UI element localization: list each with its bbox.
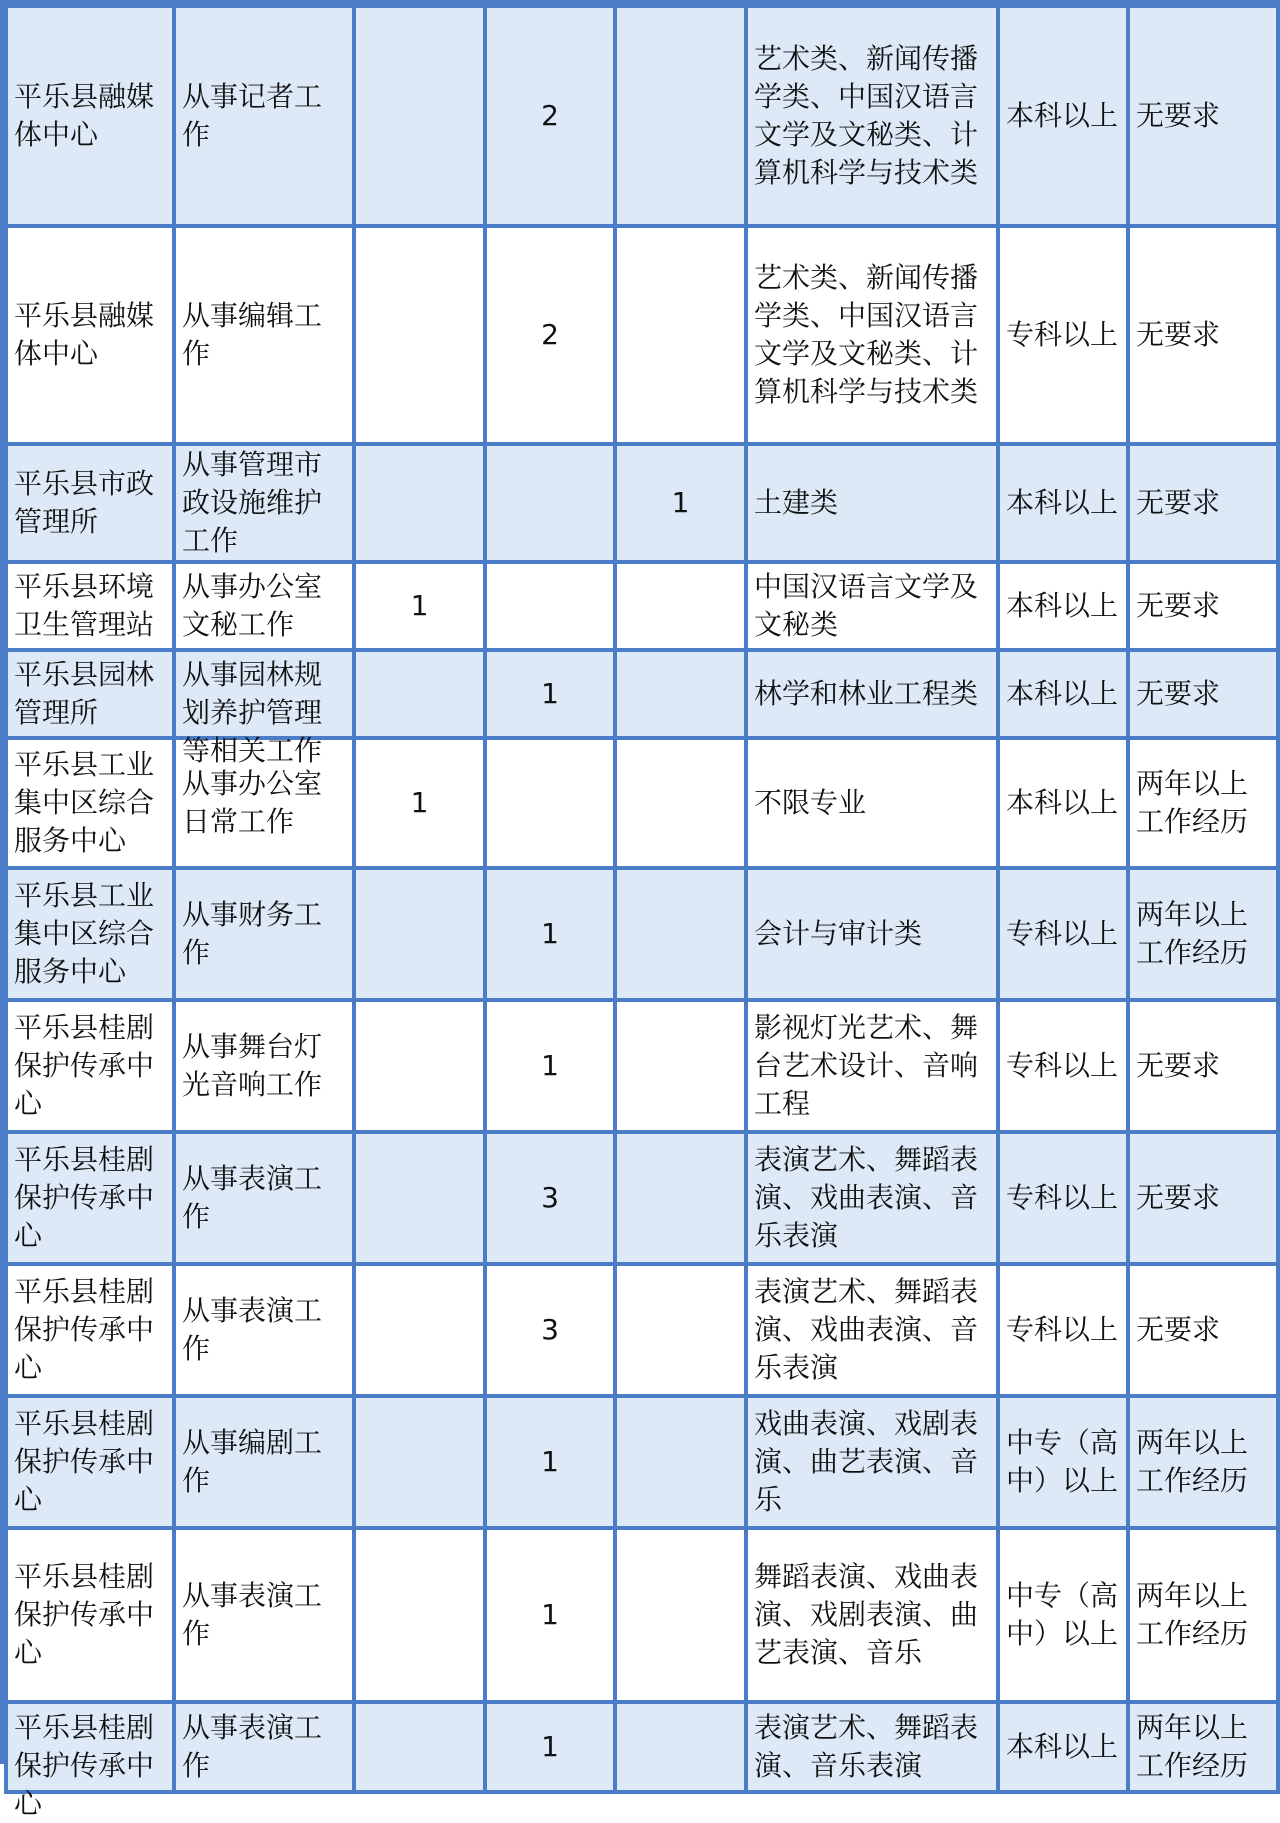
count-cell: [615, 1000, 746, 1132]
education-cell: 中专（高中）以上: [998, 1396, 1128, 1528]
count-cell: [615, 738, 746, 868]
count-cell: 1: [485, 1396, 615, 1528]
duty-cell: 从事表演工作: [174, 1264, 354, 1396]
education-cell: 专科以上: [998, 1264, 1128, 1396]
count-cell: 3: [485, 1264, 615, 1396]
count-cell: 3: [485, 1132, 615, 1264]
count-cell: [615, 6, 746, 226]
education-cell: 本科以上: [998, 562, 1128, 650]
major-cell: 土建类: [746, 444, 998, 562]
count-cell: 1: [354, 562, 485, 650]
count-cell: [354, 444, 485, 562]
duty-text: 从事园林规划养护管理等相关工作: [182, 658, 323, 767]
count-cell: 1: [485, 1528, 615, 1702]
major-cell: 舞蹈表演、戏曲表演、戏剧表演、曲艺表演、音乐: [746, 1528, 998, 1702]
table-row: [6, 1528, 1278, 1702]
count-cell: 1: [615, 444, 746, 562]
count-cell: 1: [354, 738, 485, 868]
major-cell: 会计与审计类: [746, 868, 998, 1000]
major-cell: 戏曲表演、戏剧表演、曲艺表演、音乐: [746, 1396, 998, 1528]
table-row: [6, 650, 1278, 738]
education-cell: 本科以上: [998, 6, 1128, 226]
major-cell: 艺术类、新闻传播学类、中国汉语言文学及文秘类、计算机科学与技术类: [746, 226, 998, 444]
unit-cell: 平乐县融媒体中心: [6, 226, 174, 444]
table-row: [6, 444, 1278, 562]
education-cell: 本科以上: [998, 738, 1128, 868]
education-cell: 专科以上: [998, 1132, 1128, 1264]
experience-cell: 无要求: [1128, 650, 1278, 738]
count-cell: 1: [485, 868, 615, 1000]
experience-cell: 无要求: [1128, 1264, 1278, 1396]
unit-cell: 平乐县桂剧保护传承中心: [6, 1132, 174, 1264]
count-cell: [354, 650, 485, 738]
major-cell: 林学和林业工程类: [746, 650, 998, 738]
count-cell: [615, 1132, 746, 1264]
duty-cell: 从事财务工作: [174, 868, 354, 1000]
education-cell: 专科以上: [998, 868, 1128, 1000]
duty-cell: 从事办公室文秘工作: [174, 562, 354, 650]
count-cell: 1: [485, 650, 615, 738]
unit-cell: 平乐县市政管理所: [6, 444, 174, 562]
table-row: [6, 1264, 1278, 1396]
experience-cell: 两年以上工作经历: [1128, 868, 1278, 1000]
count-cell: [615, 1396, 746, 1528]
count-cell: [615, 1702, 746, 1792]
count-cell: [615, 1264, 746, 1396]
major-cell: 中国汉语言文学及文秘类: [746, 562, 998, 650]
count-cell: [615, 1528, 746, 1702]
experience-cell: 无要求: [1128, 226, 1278, 444]
duty-cell: [174, 650, 354, 767]
unit-cell: 平乐县环境卫生管理站: [6, 562, 174, 650]
experience-cell: 两年以上工作经历: [1128, 738, 1278, 868]
unit-cell: 平乐县工业集中区综合服务中心: [6, 738, 174, 868]
duty-cell: 从事编剧工作: [174, 1396, 354, 1528]
experience-cell: 无要求: [1128, 6, 1278, 226]
duty-cell: 从事表演工作: [174, 1528, 354, 1702]
count-cell: [354, 1000, 485, 1132]
count-cell: 2: [485, 6, 615, 226]
major-cell: 影视灯光艺术、舞台艺术设计、音响工程: [746, 1000, 998, 1132]
count-cell: [615, 562, 746, 650]
experience-cell: 无要求: [1128, 1000, 1278, 1132]
education-cell: 专科以上: [998, 226, 1128, 444]
duty-cell: 从事办公室日常工作: [174, 738, 354, 868]
table-row: [6, 1132, 1278, 1264]
count-cell: [354, 1396, 485, 1528]
experience-cell: 无要求: [1128, 444, 1278, 562]
count-cell: [354, 1264, 485, 1396]
duty-cell: 从事记者工作: [174, 6, 354, 226]
count-cell: [354, 1132, 485, 1264]
count-cell: [354, 6, 485, 226]
experience-cell: 两年以上工作经历: [1128, 1396, 1278, 1528]
education-cell: 本科以上: [998, 1702, 1128, 1792]
count-cell: [615, 650, 746, 738]
education-cell: 本科以上: [998, 650, 1128, 738]
table-row: [6, 6, 1278, 226]
unit-cell: 平乐县桂剧保护传承中心: [6, 1000, 174, 1132]
duty-cell: 从事舞台灯光音响工作: [174, 1000, 354, 1132]
unit-cell: 平乐县桂剧保护传承中心: [6, 1396, 174, 1528]
count-cell: [615, 868, 746, 1000]
education-cell: 专科以上: [998, 1000, 1128, 1132]
major-cell: 艺术类、新闻传播学类、中国汉语言文学及文秘类、计算机科学与技术类: [746, 6, 998, 226]
count-cell: 2: [485, 226, 615, 444]
unit-cell: 平乐县融媒体中心: [6, 6, 174, 226]
unit-text: 平乐县桂剧保护传承中心: [14, 1711, 155, 1820]
table-row: [6, 1396, 1278, 1528]
count-cell: [354, 1528, 485, 1702]
recruitment-table: [4, 4, 1280, 1820]
major-cell: 表演艺术、舞蹈表演、戏曲表演、音乐表演: [746, 1132, 998, 1264]
duty-cell: 从事编辑工作: [174, 226, 354, 444]
duty-cell: 从事表演工作: [174, 1132, 354, 1264]
unit-cell: 平乐县桂剧保护传承中心: [6, 1528, 174, 1702]
unit-cell: [6, 1702, 174, 1820]
duty-cell: 从事表演工作: [174, 1702, 354, 1792]
duty-cell: 从事管理市政设施维护工作: [174, 444, 354, 562]
count-cell: [485, 562, 615, 650]
count-cell: [615, 226, 746, 444]
experience-cell: 无要求: [1128, 562, 1278, 650]
count-cell: [354, 1702, 485, 1792]
experience-cell: 两年以上工作经历: [1128, 1702, 1278, 1792]
count-cell: [485, 738, 615, 868]
count-cell: [354, 226, 485, 444]
unit-cell: 平乐县园林管理所: [6, 650, 174, 738]
table-row: [6, 562, 1278, 650]
unit-cell: 平乐县工业集中区综合服务中心: [6, 868, 174, 1000]
count-cell: 1: [485, 1702, 615, 1792]
count-cell: [485, 444, 615, 562]
major-cell: 表演艺术、舞蹈表演、戏曲表演、音乐表演: [746, 1264, 998, 1396]
count-cell: [354, 868, 485, 1000]
experience-cell: 无要求: [1128, 1132, 1278, 1264]
experience-cell: 两年以上工作经历: [1128, 1528, 1278, 1702]
table-row: [6, 1000, 1278, 1132]
count-cell: 1: [485, 1000, 615, 1132]
education-cell: 中专（高中）以上: [998, 1528, 1128, 1702]
education-cell: 本科以上: [998, 444, 1128, 562]
table-row: [6, 868, 1278, 1000]
major-cell: 不限专业: [746, 738, 998, 868]
table-row: [6, 226, 1278, 444]
table-row: [6, 1702, 1278, 1792]
major-cell: 表演艺术、舞蹈表演、音乐表演: [746, 1702, 998, 1792]
unit-cell: 平乐县桂剧保护传承中心: [6, 1264, 174, 1396]
